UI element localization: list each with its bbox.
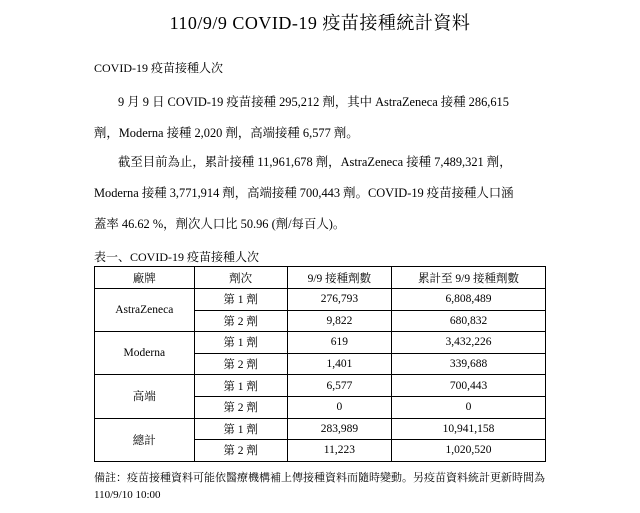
daily-cell: 11,223	[287, 440, 391, 462]
footnote-line: 110/9/10 10:00	[94, 489, 161, 501]
table-caption: 表一、COVID-19 疫苗接種人次	[94, 250, 259, 264]
daily-cell: 6,577	[287, 375, 391, 397]
total-cell: 0	[392, 396, 546, 418]
table-row	[95, 289, 546, 311]
brand-cell: 高端	[95, 375, 195, 418]
document-title: 110/9/9 COVID-19 疫苗接種統計資料	[169, 13, 471, 33]
total-cell: 339,688	[392, 353, 546, 375]
paragraph-line: 截至目前為止，累計接種 11,961,678 劑，AstraZeneca 接種 7,489,321 劑，	[118, 155, 512, 169]
header-total: 累計至 9/9 接種劑數	[392, 267, 546, 289]
paragraph-daily-summary	[94, 87, 544, 149]
brand-cell: AstraZeneca	[95, 289, 195, 332]
daily-cell: 283,989	[287, 418, 391, 440]
table-header-row	[95, 267, 546, 289]
total-cell: 680,832	[392, 310, 546, 332]
dose-cell: 第 2 劑	[194, 440, 287, 462]
dose-cell: 第 2 劑	[194, 396, 287, 418]
dose-cell: 第 1 劑	[194, 332, 287, 354]
table-row	[95, 375, 546, 397]
paragraph-line: Moderna 接種 3,771,914 劑，高端接種 700,443 劑。COVID-19 疫苗接種人口涵	[94, 186, 514, 200]
daily-cell: 9,822	[287, 310, 391, 332]
brand-cell: Moderna	[95, 332, 195, 375]
total-cell: 1,020,520	[392, 440, 546, 462]
total-cell: 700,443	[392, 375, 546, 397]
total-cell: 6,808,489	[392, 289, 546, 311]
total-cell: 10,941,158	[392, 418, 546, 440]
header-brand: 廠牌	[95, 267, 195, 289]
paragraph-cumulative-summary	[94, 147, 544, 240]
header-daily: 9/9 接種劑數	[287, 267, 391, 289]
dose-cell: 第 1 劑	[194, 418, 287, 440]
dose-cell: 第 2 劑	[194, 353, 287, 375]
paragraph-line: 蓋率 46.62 %，劑次人口比 50.96 (劑/每百人)。	[94, 217, 346, 231]
footnote	[94, 470, 554, 504]
paragraph-line: 劑，Moderna 接種 2,020 劑，高端接種 6,577 劑。	[94, 126, 359, 140]
section-heading: COVID-19 疫苗接種人次	[94, 61, 223, 75]
table-row	[95, 418, 546, 440]
vaccination-table	[94, 266, 546, 462]
daily-cell: 1,401	[287, 353, 391, 375]
brand-cell: 總計	[95, 418, 195, 461]
paragraph-line: 9 月 9 日 COVID-19 疫苗接種 295,212 劑，其中 AstraZeneca 接種 286,615	[118, 95, 509, 109]
daily-cell: 0	[287, 396, 391, 418]
daily-cell: 619	[287, 332, 391, 354]
table-row	[95, 332, 546, 354]
header-dose: 劑次	[194, 267, 287, 289]
dose-cell: 第 2 劑	[194, 310, 287, 332]
total-cell: 3,432,226	[392, 332, 546, 354]
dose-cell: 第 1 劑	[194, 375, 287, 397]
footnote-line: 備註：疫苗接種資料可能依醫療機構補上傳接種資料而隨時變動。另疫苗資料統計更新時間為	[94, 472, 545, 484]
dose-cell: 第 1 劑	[194, 289, 287, 311]
daily-cell: 276,793	[287, 289, 391, 311]
